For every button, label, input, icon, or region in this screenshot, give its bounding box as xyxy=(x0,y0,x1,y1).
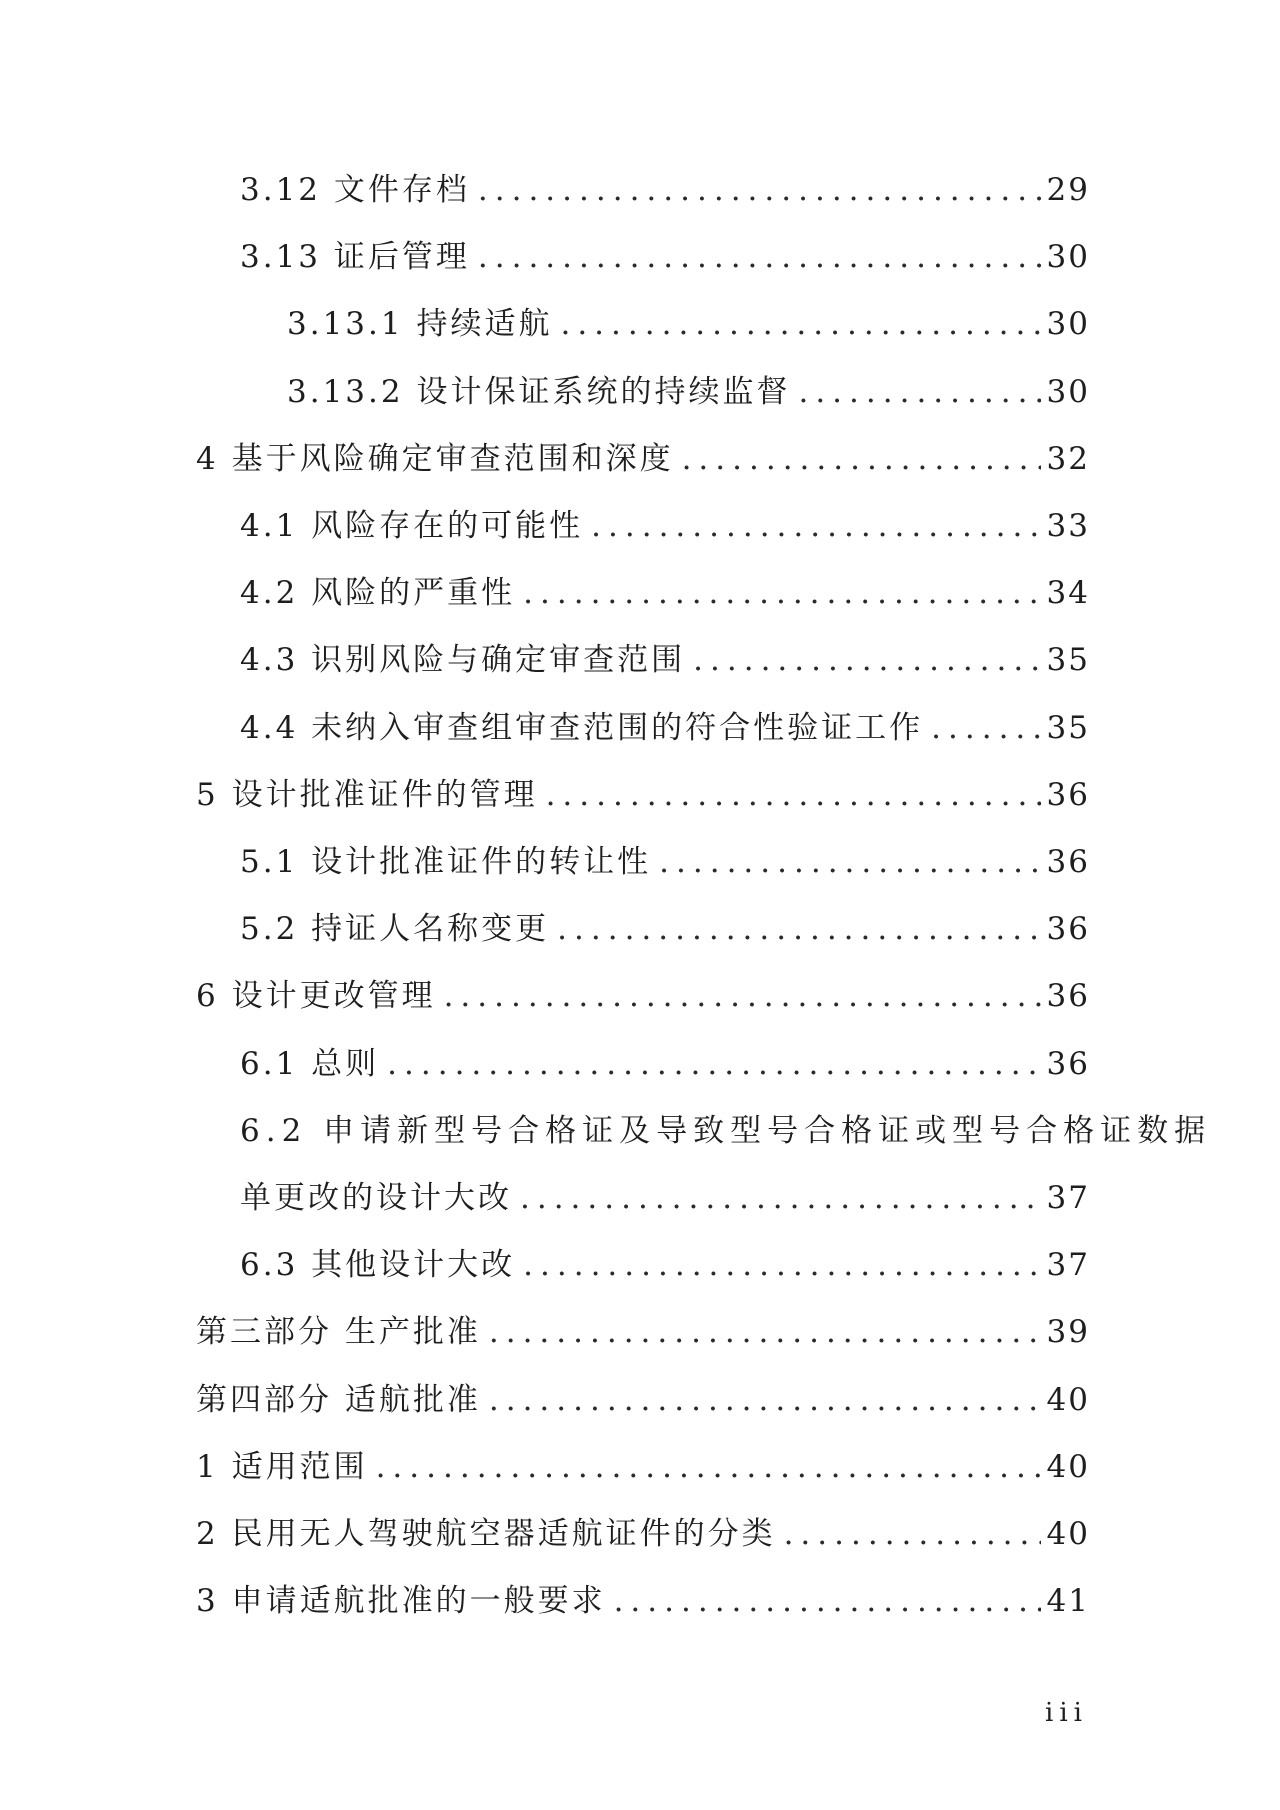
toc-entry-page-number: 30 xyxy=(1046,306,1090,342)
toc-leader-dots xyxy=(546,772,1041,818)
toc-leader-dots xyxy=(523,570,1040,616)
toc-entry[interactable] xyxy=(240,234,1090,280)
toc-leader-dots xyxy=(659,839,1040,885)
toc-leader-dots xyxy=(591,503,1040,549)
toc-entry[interactable] xyxy=(196,772,1090,818)
toc-entry[interactable] xyxy=(196,1578,1090,1624)
toc-leader-dots xyxy=(478,167,1041,213)
toc-leader-dots xyxy=(682,436,1041,482)
toc-entry[interactable] xyxy=(240,1041,1090,1087)
toc-entry[interactable] xyxy=(196,436,1090,482)
toc-leader-dots xyxy=(560,301,1040,347)
toc-entry-title: 单更改的设计大改 xyxy=(240,1180,512,1216)
toc-entry-title: 4.1 风险存在的可能性 xyxy=(240,508,584,544)
toc-entry-page-number: 33 xyxy=(1046,508,1090,544)
toc-leader-dots xyxy=(376,1444,1041,1490)
toc-leader-dots xyxy=(489,1377,1041,1423)
toc-entry-title: 5 设计批准证件的管理 xyxy=(196,777,538,813)
toc-entry-page-number: 39 xyxy=(1046,1314,1090,1350)
toc-leader-dots xyxy=(523,1242,1040,1288)
toc-entry[interactable] xyxy=(240,705,1090,751)
toc-leader-dots xyxy=(444,973,1041,1019)
toc-entry-page-number: 36 xyxy=(1046,911,1090,947)
toc-entry-title: 3 申请适航批准的一般要求 xyxy=(196,1583,606,1619)
toc-entry[interactable] xyxy=(196,973,1090,1019)
toc-entry-page-number: 41 xyxy=(1046,1583,1090,1619)
toc-entry-page-number: 36 xyxy=(1046,978,1090,1014)
toc-leader-dots xyxy=(557,906,1040,952)
toc-entry[interactable] xyxy=(240,570,1090,616)
toc-entry-title: 2 民用无人驾驶航空器适航证件的分类 xyxy=(196,1516,776,1552)
toc-entry-title: 6 设计更改管理 xyxy=(196,978,436,1014)
toc-entry[interactable] xyxy=(240,839,1090,885)
toc-entry[interactable] xyxy=(240,167,1090,213)
toc-entry[interactable] xyxy=(196,1511,1090,1557)
toc-entry-page-number: 35 xyxy=(1046,710,1090,746)
toc-entry-title: 3.13.1 持续适航 xyxy=(287,306,553,342)
page-number: iii xyxy=(1045,1698,1088,1728)
toc-entry-title: 6.3 其他设计大改 xyxy=(240,1247,516,1283)
toc-leader-dots xyxy=(798,369,1040,415)
toc-leader-dots xyxy=(387,1041,1040,1087)
toc-entry-title: 5.1 设计批准证件的转让性 xyxy=(240,844,652,880)
toc-entry[interactable] xyxy=(287,369,1090,415)
toc-entry-title: 5.2 持证人名称变更 xyxy=(240,911,550,947)
toc-entry-page-number: 40 xyxy=(1046,1449,1090,1485)
toc-entry-page-number: 36 xyxy=(1046,1046,1090,1082)
toc-entry-page-number: 29 xyxy=(1046,172,1090,208)
toc-entry-page-number: 40 xyxy=(1046,1382,1090,1418)
toc-entry-title: 1 适用范围 xyxy=(196,1449,368,1485)
toc-entry-page-number: 34 xyxy=(1046,575,1090,611)
toc-entry[interactable] xyxy=(240,1242,1090,1288)
toc-entry-title: 4.3 识别风险与确定审查范围 xyxy=(240,642,686,678)
toc-entry-page-number: 40 xyxy=(1046,1516,1090,1552)
toc-entry-title: 4.4 未纳入审查组审查范围的符合性验证工作 xyxy=(240,710,924,746)
toc-entry-title: 第四部分 适航批准 xyxy=(196,1382,481,1418)
toc-leader-dots xyxy=(520,1175,1041,1221)
toc-entry[interactable] xyxy=(196,1444,1090,1490)
toc-entry-title: 6.1 总则 xyxy=(240,1046,380,1082)
toc-entry-page-number: 30 xyxy=(1046,374,1090,410)
toc-entry[interactable] xyxy=(240,637,1090,683)
toc-entry-page-number: 36 xyxy=(1046,777,1090,813)
toc-leader-dots xyxy=(784,1511,1041,1557)
toc-entry-title: 6.2 申请新型号合格证及导致型号合格证或型号合格证数据 xyxy=(240,1113,1212,1149)
toc-leader-dots xyxy=(478,234,1041,280)
toc-entry-title: 3.13 证后管理 xyxy=(240,239,470,275)
toc-entry-page-number: 32 xyxy=(1046,441,1090,477)
toc-entry[interactable] xyxy=(240,503,1090,549)
toc-entry-title: 3.13.2 设计保证系统的持续监督 xyxy=(287,374,791,410)
toc-entry-title: 3.12 文件存档 xyxy=(240,172,470,208)
toc-entry[interactable] xyxy=(196,1309,1090,1355)
toc-leader-dots xyxy=(489,1309,1041,1355)
toc-entry[interactable] xyxy=(196,1377,1090,1423)
toc-entry-page-number: 36 xyxy=(1046,844,1090,880)
toc-leader-dots xyxy=(693,637,1040,683)
toc-entry-title: 4 基于风险确定审查范围和深度 xyxy=(196,441,674,477)
toc-entry-page-number: 37 xyxy=(1046,1247,1090,1283)
toc-entry-page-number: 30 xyxy=(1046,239,1090,275)
toc-entry-page-number: 35 xyxy=(1046,642,1090,678)
toc-entry[interactable] xyxy=(240,906,1090,952)
toc-leader-dots xyxy=(931,705,1040,751)
toc-entry-title: 第三部分 生产批准 xyxy=(196,1314,481,1350)
toc-leader-dots xyxy=(614,1578,1041,1624)
toc-entry-page-number: 37 xyxy=(1046,1180,1090,1216)
toc-entry-title: 4.2 风险的严重性 xyxy=(240,575,516,611)
toc-entry[interactable] xyxy=(287,301,1090,347)
toc-entry xyxy=(240,1108,1212,1154)
toc-entry[interactable] xyxy=(240,1175,1090,1221)
